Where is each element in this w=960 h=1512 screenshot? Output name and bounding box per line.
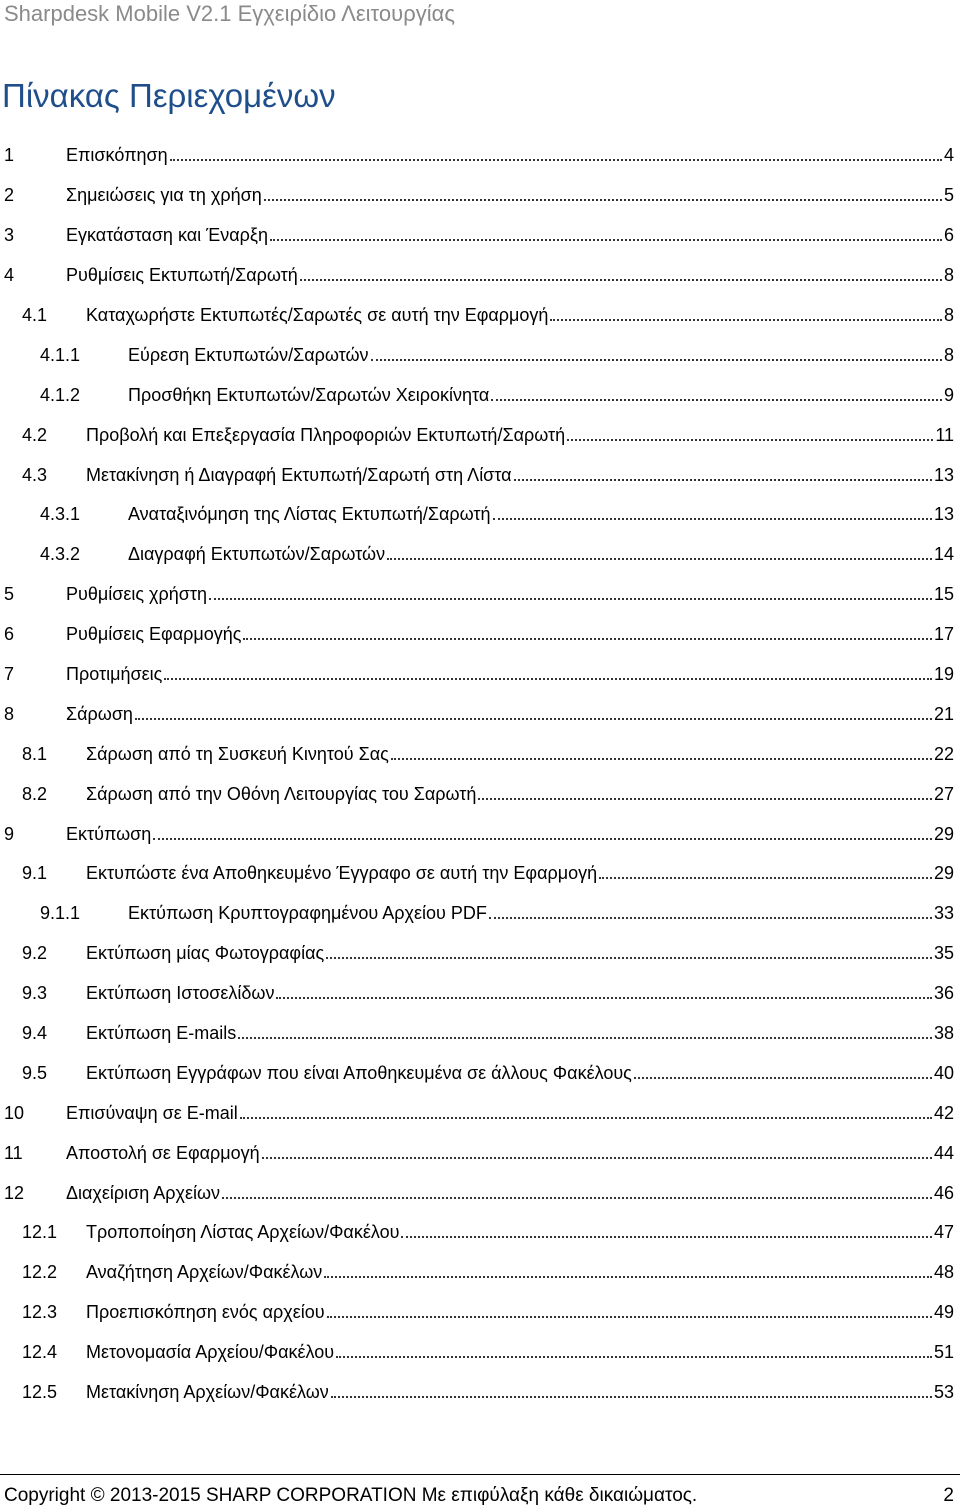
toc-entry-page[interactable]: 53 [933,1382,954,1403]
toc-entry-title[interactable]: Ρυθμίσεις Εφαρμογής [66,624,242,645]
toc-entry-number: 9.3 [22,983,48,1004]
toc-entry-body [66,664,954,685]
toc-entry-body [86,425,954,446]
toc-entry[interactable] [0,256,960,296]
toc-entry[interactable] [0,176,960,216]
toc-entry-page[interactable]: 13 [933,464,954,485]
toc-entry-body [86,784,954,805]
footer-page-number: 2 [943,1485,954,1506]
toc-entry-body [86,744,954,765]
toc-entry-number: 12 [4,1182,25,1203]
toc-dot-leader [391,758,932,760]
toc-entry-body [66,1143,954,1164]
toc-entry-page[interactable]: 14 [933,544,954,565]
toc-entry[interactable] [0,1173,960,1213]
toc-dot-leader [478,798,932,800]
toc-entry-title[interactable]: Εκτυπώστε ένα Αποθηκευμένο Έγγραφο σε αυτή την Εφαρμογή [86,863,598,884]
toc-entry-number: 4.2 [22,424,48,445]
toc-dot-leader [209,598,932,600]
toc-entry-number: 12.2 [22,1262,58,1283]
toc-entry-title[interactable]: Εκτύπωση Εγγράφων που είναι Αποθηκευμένα σε άλλους Φακέλους [86,1062,632,1083]
toc-dot-leader [401,1236,932,1238]
toc-entry-page[interactable]: 38 [933,1023,954,1044]
toc-entry-number: 5 [4,584,15,605]
toc-entry[interactable] [0,655,960,695]
toc-entry-number: 4.3.2 [40,544,81,565]
toc-entry[interactable] [0,615,960,655]
toc-dot-leader [493,518,932,520]
toc-entry-body [86,1222,954,1243]
toc-entry[interactable] [0,974,960,1014]
toc-entry-body [86,1262,954,1283]
toc-entry[interactable] [0,296,960,336]
toc-dot-leader [599,877,932,879]
toc-entry-body [86,465,954,486]
toc-entry-body [66,185,954,206]
toc-entry-number: 7 [4,664,15,685]
toc-entry-page[interactable]: 51 [933,1342,954,1363]
toc-entry-body [66,584,954,605]
toc-entry-number: 11 [4,1142,23,1163]
toc-dot-leader [567,439,933,441]
toc-entry[interactable] [0,1333,960,1373]
toc-entry-title[interactable]: Προβολή και Επεξεργασία Πληροφοριών Εκτυπωτή/Σαρωτή [86,424,566,445]
toc-dot-leader [331,1396,932,1398]
toc-entry-title[interactable]: Διαχείριση Αρχείων [66,1182,221,1203]
toc-entry-page[interactable]: 33 [933,903,954,924]
toc-entry-title[interactable]: Προσθήκη Εκτυπωτών/Σαρωτών Χειροκίνητα [128,384,490,405]
toc-entry-page[interactable]: 5 [943,185,954,206]
toc-entry-page[interactable]: 47 [933,1222,954,1243]
toc-dot-leader [324,1276,932,1278]
toc-dot-leader [153,838,932,840]
toc-entry[interactable] [0,1014,960,1054]
toc-entry-number: 3 [4,225,15,246]
toc-entry[interactable] [0,216,960,256]
toc-entry[interactable] [0,335,960,375]
toc-entry-title[interactable]: Αναταξινόμηση της Λίστας Εκτυπωτή/Σαρωτή [128,504,491,525]
toc-dot-leader [135,718,932,720]
toc-entry-number: 1 [4,145,15,166]
toc-entry-title[interactable]: Σάρωση από την Οθόνη Λειτουργίας του Σαρωτή [86,783,477,804]
toc-entry-body [86,1342,954,1363]
toc-dot-leader [238,1037,932,1039]
toc-entry-number: 12.3 [22,1302,58,1323]
toc-entry[interactable] [0,1213,960,1253]
toc-entry-page[interactable]: 49 [933,1302,954,1323]
toc-entry-body [86,1023,954,1044]
toc-entry-number: 4 [4,265,15,286]
toc-entry-title[interactable]: Προεπισκόπηση ενός αρχείου [86,1302,325,1323]
toc-entry[interactable] [0,734,960,774]
toc-dot-leader [300,279,942,281]
toc-entry-page[interactable]: 8 [943,305,954,325]
toc-dot-leader [634,1077,932,1079]
toc-dot-leader [270,239,942,241]
toc-entry[interactable] [0,455,960,495]
toc-entry-body [86,1302,954,1323]
toc-entry-title[interactable]: Μετονομασία Αρχείου/Φακέλου [86,1342,335,1363]
toc-entry-page[interactable]: 15 [933,584,954,605]
toc-entry-body [86,983,954,1004]
toc-entry-page[interactable]: 40 [933,1062,954,1083]
toc-entry-page[interactable]: 42 [933,1102,954,1123]
toc-entry-number: 12.4 [22,1342,58,1363]
toc-entry-title[interactable]: Εκτύπωση Κρυπτογραφημένου Αρχείου PDF [128,903,487,924]
toc-entry-number: 10 [4,1102,25,1123]
toc-entry-body [86,1382,954,1403]
toc-entry-title[interactable]: Επισύναψη σε E-mail [66,1102,238,1123]
toc-entry-title[interactable]: Καταχωρήστε Εκτυπωτές/Σαρωτές σε αυτή την Εφαρμογή [86,305,549,325]
toc-entry-page[interactable]: 29 [933,823,954,844]
toc-entry[interactable] [0,1293,960,1333]
toc-entry-page[interactable]: 27 [933,783,954,804]
toc-entry-page[interactable]: 9 [943,384,954,405]
toc-entry-body [86,305,954,326]
toc-entry-title[interactable]: Αναζήτηση Αρχείων/Φακέλων [86,1262,323,1283]
toc-entry-page[interactable]: 8 [943,265,954,286]
toc-entry-page[interactable]: 17 [933,624,954,645]
toc-entry-title[interactable]: Σημειώσεις για τη χρήση [66,185,262,206]
toc-dot-leader [243,638,932,640]
toc-dot-leader [327,1316,932,1318]
toc-entry-page[interactable]: 8 [943,344,954,365]
toc-entry-body [128,903,954,924]
toc-entry-page[interactable]: 29 [933,863,954,884]
toc-entry-number: 9.4 [22,1023,48,1044]
toc-entry-title[interactable]: Σάρωση [66,703,133,724]
toc-entry-body [66,145,954,166]
toc-entry-page[interactable]: 46 [933,1182,954,1203]
toc-entry[interactable] [0,774,960,814]
toc-entry-body [128,544,954,565]
toc-dot-leader [240,1117,932,1119]
toc-entry-title[interactable]: Σάρωση από τη Συσκευή Κινητού Σας [86,743,389,764]
toc-entry[interactable] [0,1253,960,1293]
toc-entry[interactable] [0,694,960,734]
toc-entry-title[interactable]: Εύρεση Εκτυπωτών/Σαρωτών [128,344,369,365]
footer-copyright: Copyright © 2013-2015 SHARP CORPORATION Με επιφύλαξη κάθε δικαιώματος. [4,1485,698,1506]
toc-dot-leader [264,199,942,201]
toc-entry-number: 12.1 [22,1222,58,1243]
toc-entry[interactable] [0,495,960,535]
toc-entry-number: 8 [4,703,15,724]
toc-entry-body [128,345,954,366]
toc-entry-page[interactable]: 21 [933,703,954,724]
toc-entry-number: 9.1.1 [40,903,81,924]
toc-entry-body [66,624,954,645]
toc-entry[interactable] [0,1093,960,1133]
toc-entry-body [128,504,954,525]
toc-entry-body [128,385,954,406]
toc-entry-page[interactable]: 4 [943,145,954,166]
toc-entry-title[interactable]: Ρυθμίσεις Εκτυπωτή/Σαρωτή [66,265,298,286]
toc-entry-title[interactable]: Διαγραφή Εκτυπωτών/Σαρωτών [128,544,386,565]
toc-entry[interactable] [0,1133,960,1173]
toc-entry-title[interactable]: Εκτύπωση E-mails [86,1023,237,1044]
toc-entry-title[interactable]: Ρυθμίσεις χρήστη [66,584,207,605]
toc-entry-body [66,1183,954,1204]
toc-entry-number: 9 [4,823,15,844]
toc-entry[interactable] [0,814,960,854]
toc-entry-title[interactable]: Αποστολή σε Εφαρμογή [66,1142,260,1163]
toc-entry-page[interactable]: 35 [933,943,954,964]
toc-entry-number: 4.3.1 [40,504,81,525]
toc-entry-number: 4.1.2 [40,384,81,405]
toc-entry-number: 9.1 [22,863,48,884]
toc-entry-page[interactable]: 19 [933,664,954,685]
toc-entry[interactable] [0,894,960,934]
toc-entry-page[interactable]: 36 [933,983,954,1004]
toc-entry-page[interactable]: 13 [933,504,954,525]
toc-entry-number: 9.5 [22,1062,48,1083]
toc-dot-leader [276,997,931,999]
toc-entry-body [66,225,954,246]
toc-entry-title[interactable]: Προτιμήσεις [66,664,163,685]
toc-entry-number: 4.1.1 [40,344,81,365]
toc-dot-leader [262,1157,932,1159]
toc-entry-number: 8.2 [22,783,48,804]
toc-heading: Πίνακας Περιεχομένων [2,77,336,114]
toc-entry-number: 4.1 [22,305,48,325]
toc-dot-leader [387,558,932,560]
toc-dot-leader [489,917,932,919]
table-of-contents [0,136,960,1413]
toc-entry[interactable] [0,415,960,455]
toc-entry-title[interactable]: Εγκατάσταση και Έναρξη [66,225,268,246]
toc-entry-number: 4.3 [22,464,48,485]
toc-entry-body [86,943,954,964]
toc-entry-page[interactable]: 22 [933,743,954,764]
toc-entry-body [66,1103,954,1124]
toc-entry-number: 6 [4,624,15,645]
toc-entry-title[interactable]: Εκτύπωση μίας Φωτογραφίας [86,943,325,964]
toc-entry-body [66,265,954,286]
toc-entry[interactable] [0,375,960,415]
toc-dot-leader [164,678,932,680]
toc-entry[interactable] [0,1373,960,1413]
toc-entry-number: 2 [4,185,15,206]
toc-entry[interactable] [0,535,960,575]
toc-dot-leader [371,359,942,361]
toc-entry-body [66,824,954,845]
toc-dot-leader [326,957,932,959]
toc-dot-leader [170,159,942,161]
toc-entry-page[interactable]: 6 [943,225,954,246]
toc-entry-number: 12.5 [22,1382,58,1403]
toc-entry[interactable] [0,934,960,974]
toc-entry-body [66,704,954,725]
toc-entry[interactable] [0,575,960,615]
toc-dot-leader [336,1356,932,1358]
toc-dot-leader [514,479,932,481]
toc-entry-number: 8.1 [22,743,48,764]
document-header: Sharpdesk Mobile V2.1 Εγχειρίδιο Λειτουργίας [4,1,455,26]
toc-entry-page[interactable]: 44 [933,1142,954,1163]
toc-entry-number: 9.2 [22,943,48,964]
toc-entry[interactable] [0,1053,960,1093]
toc-dot-leader [222,1197,932,1199]
toc-entry-title[interactable]: Μετακίνηση ή Διαγραφή Εκτυπωτή/Σαρωτή στη Λίστα [86,464,512,485]
toc-entry-page[interactable]: 11 [935,424,954,445]
toc-entry-title[interactable]: Επισκόπηση [66,145,168,166]
footer-divider [0,1474,960,1475]
toc-entry-title[interactable]: Τροποποίηση Λίστας Αρχείων/Φακέλου [86,1222,400,1243]
toc-entry-title[interactable]: Εκτύπωση [66,823,152,844]
toc-dot-leader [491,399,942,401]
toc-entry-title[interactable]: Μετακίνηση Αρχείων/Φακέλων [86,1382,329,1403]
toc-entry-page[interactable]: 48 [933,1262,954,1283]
toc-entry[interactable] [0,854,960,894]
toc-entry-body [86,863,954,884]
toc-entry[interactable] [0,136,960,176]
toc-entry-title[interactable]: Εκτύπωση Ιστοσελίδων [86,983,275,1004]
toc-entry-body [86,1063,954,1084]
toc-dot-leader [550,319,942,321]
